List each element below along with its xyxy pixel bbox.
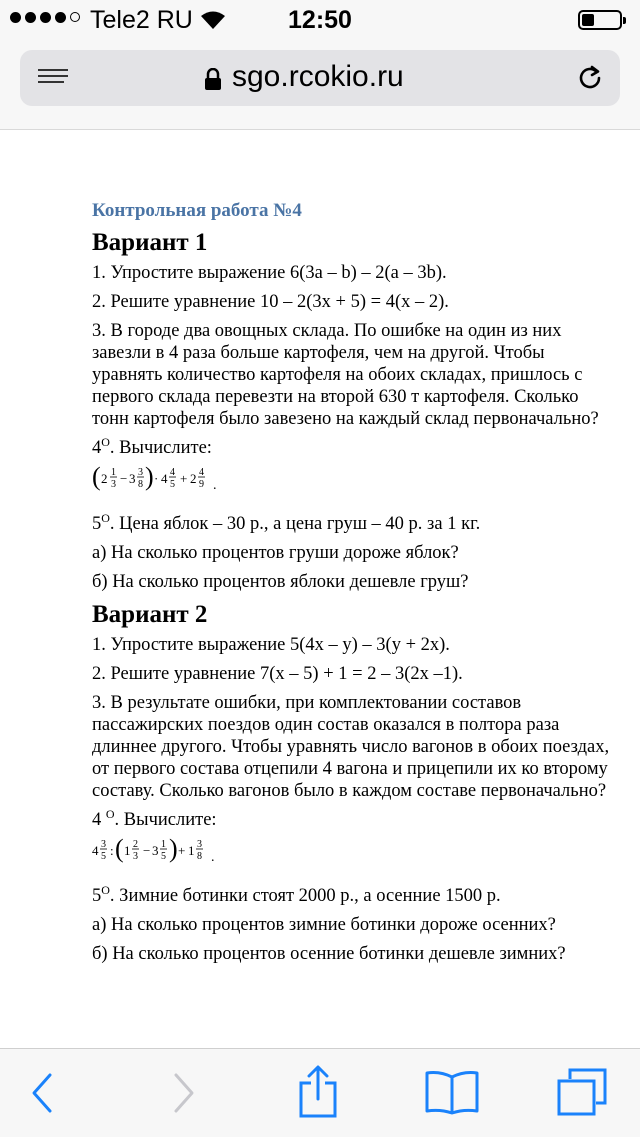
v2-question-5a: а) На сколько процентов зимние ботинки дороже осенних? xyxy=(92,915,556,935)
svg-text:8: 8 xyxy=(197,851,202,862)
svg-text:.: . xyxy=(213,478,217,493)
svg-text:−: − xyxy=(143,843,151,858)
svg-text:3: 3 xyxy=(101,839,106,850)
v2-question-5: $5^O$. Зимние ботинки стоят 2000 р., а осенние 1500 р. xyxy=(92,882,501,906)
bookmarks-icon[interactable] xyxy=(424,1069,480,1115)
paren-close: ) xyxy=(145,463,154,491)
svg-text:2: 2 xyxy=(133,839,138,850)
v1-question-2: 2. Решите уравнение 10 – 2(3x + 5) = 4(x – 2). xyxy=(92,292,449,312)
document-title: Контрольная работа №4 xyxy=(92,200,302,221)
status-bar xyxy=(0,0,640,40)
svg-text:+: + xyxy=(178,843,186,858)
v2-formula xyxy=(92,835,232,867)
svg-text:1: 1 xyxy=(188,843,195,858)
share-icon[interactable] xyxy=(298,1065,338,1119)
v2-question-3: 3. В результате ошибки, при комплектовании составов пассажирских поездов один состав оказался в полтора раза длиннее другого. Чтобы уравнять число вагонов в обоих поездах, от первого состава отцепили 4 вагона и прицепили их ко второму составу. Сколько вагонов было в каждом составе первоначально? xyxy=(92,693,610,801)
address-bar[interactable] xyxy=(20,50,620,106)
v2-question-2: 2. Решите уравнение 7(x – 5) + 1 = 2 – 3(2x –1). xyxy=(92,664,463,684)
paren-open: ( xyxy=(92,463,101,491)
svg-text:4: 4 xyxy=(161,471,168,486)
clock: 12:50 xyxy=(288,6,352,34)
svg-text:9: 9 xyxy=(199,479,204,490)
svg-text:·: · xyxy=(154,471,159,486)
svg-text:2: 2 xyxy=(101,471,108,486)
forward-icon[interactable] xyxy=(170,1071,196,1115)
svg-text:3: 3 xyxy=(129,471,136,486)
paren-close: ) xyxy=(169,835,178,863)
back-icon[interactable] xyxy=(30,1071,56,1115)
svg-text:4: 4 xyxy=(170,467,175,478)
svg-text:4: 4 xyxy=(199,467,204,478)
svg-text:.: . xyxy=(211,850,215,865)
svg-text:3: 3 xyxy=(111,479,116,490)
reload-icon[interactable] xyxy=(576,64,604,92)
svg-text:3: 3 xyxy=(152,843,159,858)
svg-text:3: 3 xyxy=(138,467,143,478)
svg-text:2: 2 xyxy=(190,471,197,486)
v1-question-5a: а) На сколько процентов груши дороже яблок? xyxy=(92,543,459,563)
variant-2-heading: Вариант 2 xyxy=(92,601,208,628)
v2-question-4: 4 $^O$. Вычислите: xyxy=(92,806,217,830)
svg-text:8: 8 xyxy=(138,479,143,490)
paren-open: ( xyxy=(115,835,124,863)
svg-text:+: + xyxy=(180,471,188,486)
url-text[interactable]: sgo.rcokio.ru xyxy=(232,60,404,93)
browser-top-bar xyxy=(0,40,640,130)
svg-text:1: 1 xyxy=(124,843,131,858)
svg-text:−: − xyxy=(120,471,128,486)
svg-text:3: 3 xyxy=(133,851,138,862)
svg-text:5: 5 xyxy=(170,479,175,490)
v1-formula xyxy=(92,463,232,495)
v1-question-5: $5^O$. Цена яблок – 30 р., а цена груш – 40 р. за 1 кг. xyxy=(92,510,481,534)
browser-toolbar xyxy=(0,1048,640,1137)
svg-text:5: 5 xyxy=(101,851,106,862)
v1-question-3: 3. В городе два овощных склада. По ошибке на один из них завезли в 4 раза больше картофеля, чем на другой. Чтобы уравнять количество картофеля на обоих складах, пришлось с первого склада перевезти на второй 630 т картофеля. Сколько тонн картофеля было завезено на каждый склад первоначально? xyxy=(92,321,599,429)
svg-text::: : xyxy=(110,843,114,858)
v2-question-1: 1. Упростите выражение 5(4x – y) – 3(y + 2x). xyxy=(92,635,450,655)
svg-text:1: 1 xyxy=(111,467,116,478)
svg-text:3: 3 xyxy=(197,839,202,850)
tabs-icon[interactable] xyxy=(556,1067,608,1117)
v1-question-1: 1. Упростите выражение 6(3a – b) – 2(a – 3b). xyxy=(92,263,447,283)
lock-icon xyxy=(204,68,222,90)
carrier-name: Tele2 RU xyxy=(90,6,193,34)
v1-question-4: $4^O$. Вычислите: xyxy=(92,434,212,458)
reader-menu-icon[interactable] xyxy=(38,69,68,87)
svg-text:1: 1 xyxy=(161,839,166,850)
svg-text:4: 4 xyxy=(92,843,99,858)
svg-text:5: 5 xyxy=(161,851,166,862)
document-content xyxy=(92,200,612,972)
variant-1-heading: Вариант 1 xyxy=(92,229,208,256)
battery-icon xyxy=(578,10,622,30)
v1-question-5b: б) На сколько процентов яблоки дешевле груш? xyxy=(92,572,469,592)
v2-question-5b: б) На сколько процентов осенние ботинки дешевле зимних? xyxy=(92,944,566,964)
